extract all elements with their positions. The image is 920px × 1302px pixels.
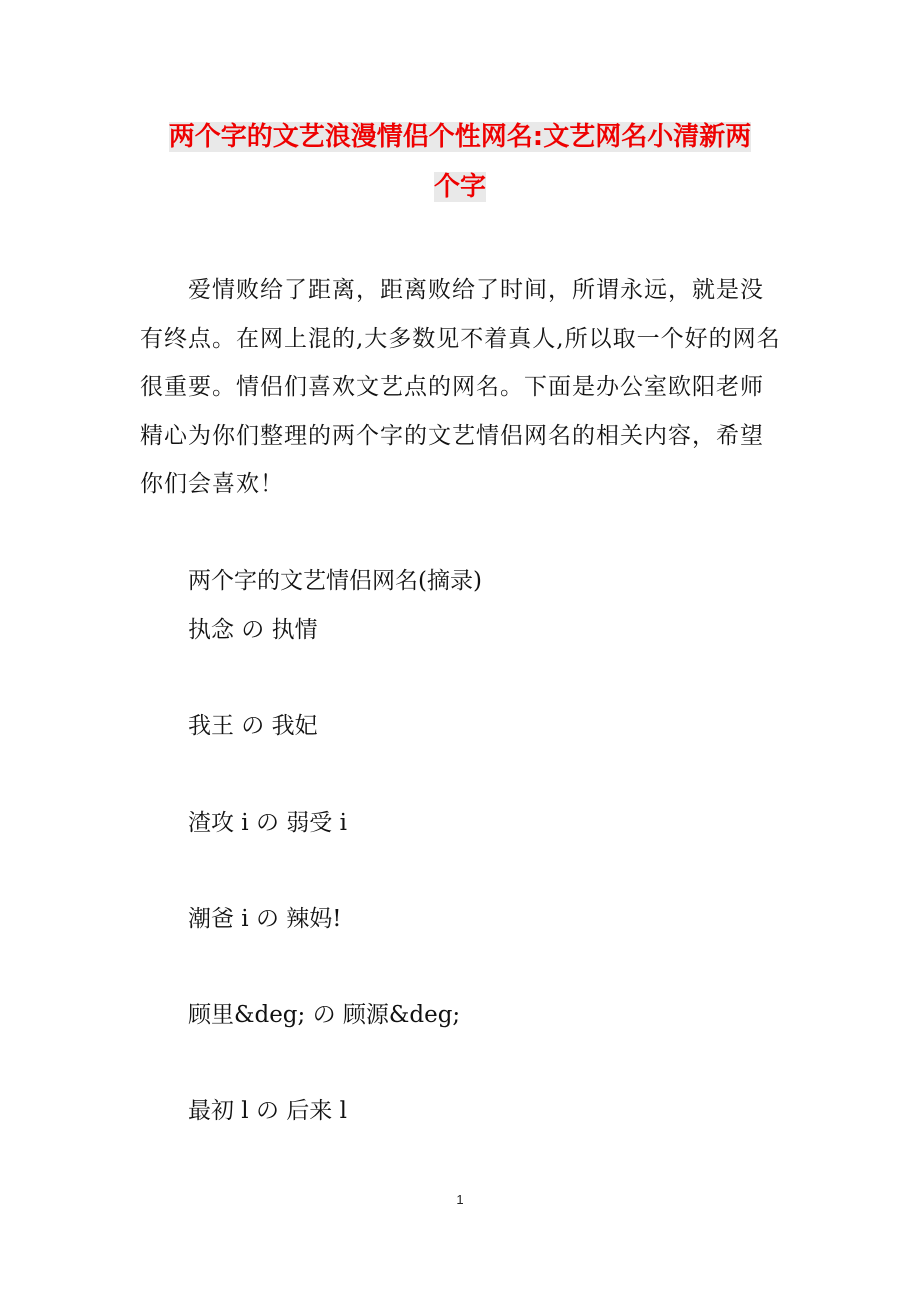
document-title xyxy=(140,112,780,212)
couple-name-5: 顾里&deg; の 顾源&deg; xyxy=(188,1002,461,1028)
title-line-1: 两个字的文艺浪漫情侣个性网名:文艺网名小清新两 xyxy=(168,122,752,152)
couple-name-1: 执念 の 执情 xyxy=(188,617,318,643)
couple-name-3: 渣攻 i の 弱受 i xyxy=(188,810,347,836)
section-heading: 两个字的文艺情侣网名(摘录) xyxy=(188,568,482,594)
couple-name-2: 我王 の 我妃 xyxy=(188,713,318,739)
intro-paragraph: 爱情败给了距离，距离败给了时间，所谓永远，就是没有终点。在网上混的,大多数见不着真人,所以取一个好的网名很重要。情侣们喜欢文艺点的网名。下面是办公室欧阳老师精心为你们整理的两个字的文艺情侣网名的相关内容，希望你们会喜欢！ xyxy=(140,277,781,497)
page-number: 1 xyxy=(456,1192,464,1207)
couple-name-6: 最初 l の 后来 l xyxy=(188,1098,347,1124)
title-line-2: 个字 xyxy=(433,172,486,202)
couple-name-4: 潮爸 i の 辣妈! xyxy=(188,906,342,932)
